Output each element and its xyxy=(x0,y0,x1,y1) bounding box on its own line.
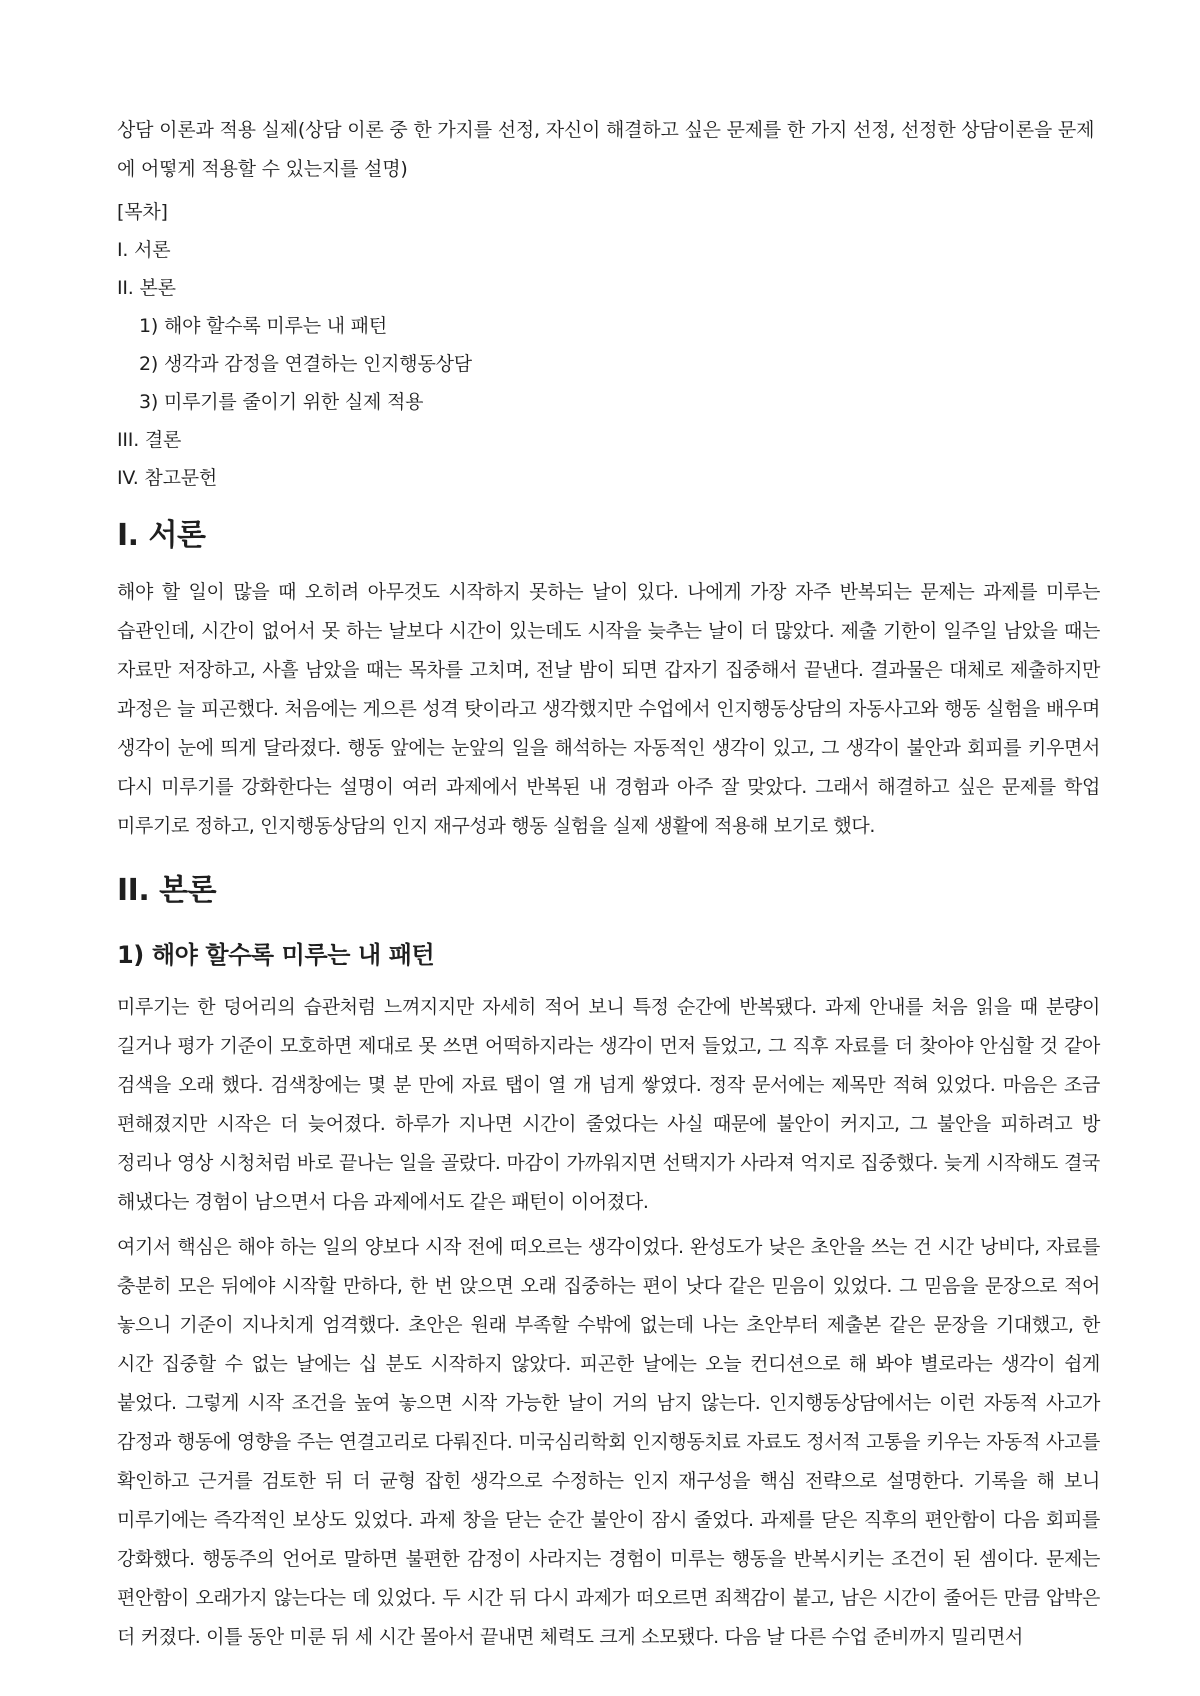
section-heading-intro: I. 서론 xyxy=(117,518,206,553)
toc-item-intro: I. 서론 xyxy=(117,239,171,261)
toc-item-body-2: 2) 생각과 감정을 연결하는 인지행동상담 xyxy=(139,353,472,375)
toc-item-body-1: 1) 해야 할수록 미루는 내 패턴 xyxy=(139,315,387,337)
assignment-title: 상담 이론과 적용 실제(상담 이론 중 한 가지를 선정, 자신이 해결하고 싶은 문제를 한 가지 선정, 선정한 상담이론을 문제에 어떻게 적용할 수 있는지를 설명) xyxy=(117,119,1095,180)
toc-item-conclusion: III. 결론 xyxy=(117,429,182,451)
subsection-1-paragraph-2: 여기서 핵심은 해야 하는 일의 양보다 시작 전에 떠오르는 생각이었다. 완성도가 낮은 초안을 쓰는 건 시간 낭비다, 자료를 충분히 모은 뒤에야 시작할 만하다, 한 번 앉으면 오래 집중하는 편이 낫다 같은 믿음이 있었다. 그 믿음을 문장으로 적어 놓으니 기준이 지나치게 엄격했다. 초안은 원래 부족할 수밖에 없는데 나는 초안부터 제출본 같은 문장을 기대했고, 한 시간 집중할 수 없는 날에는 십 분도 시작하지 않았다. 피곤한 날에는 오늘 컨디션으로 해 봐야 별로라는 생각이 쉽게 붙었다. 그렇게 시작 조건을 높여 놓으면 시작 가능한 날이 거의 남지 않는다. 인지행동상담에서는 이런 자동적 사고가 감정과 행동에 영향을 주는 연결고리로 다뤄진다. 미국심리학회 인지행동치료 자료도 정서적 고통을 키우는 자동적 사고를 확인하고 근거를 검토한 뒤 더 균형 잡힌 생각으로 수정하는 인지 재구성을 핵심 전략으로 설명한다. 기록을 해 보니 미루기에는 즉각적인 보상도 있었다. 과제 창을 닫는 순간 불안이 잠시 줄었다. 과제를 닫은 직후의 편안함이 다음 회피를 강화했다. 행동주의 언어로 말하면 불편한 감정이 사라지는 경험이 미루는 행동을 반복시키는 조건이 된 셈이다. 문제는 편안함이 오래가지 않는다는 데 있었다. 두 시간 뒤 다시 과제가 떠오르면 죄책감이 붙고, 남은 시간이 줄어든 만큼 압박은 더 커졌다. 이틀 동안 미룬 뒤 세 시간 몰아서 끝내면 체력도 크게 소모됐다. 다음 날 다른 수업 준비까지 밀리면서 xyxy=(117,1236,1100,1648)
section-heading-body: II. 본론 xyxy=(117,873,217,908)
toc-item-body: II. 본론 xyxy=(117,277,176,299)
subsection-1-paragraph-1: 미루기는 한 덩어리의 습관처럼 느껴지지만 자세히 적어 보니 특정 순간에 반복됐다. 과제 안내를 처음 읽을 때 분량이 길거나 평가 기준이 모호하면 제대로 못 쓰면 어떡하지라는 생각이 먼저 들었고, 그 직후 자료를 더 찾아야 안심할 것 같아 검색을 오래 했다. 검색창에는 몇 분 만에 자료 탭이 열 개 넘게 쌓였다. 정작 문서에는 제목만 적혀 있었다. 마음은 조금 편해졌지만 시작은 더 늦어졌다. 하루가 지나면 시간이 줄었다는 사실 때문에 불안이 커지고, 그 불안을 피하려고 방 정리나 영상 시청처럼 바로 끝나는 일을 골랐다. 마감이 가까워지면 선택지가 사라져 억지로 집중했다. 늦게 시작해도 결국 해냈다는 경험이 남으면서 다음 과제에서도 같은 패턴이 이어졌다. xyxy=(117,996,1100,1213)
table-of-contents xyxy=(117,193,1100,497)
toc-item-references: IV. 참고문헌 xyxy=(117,467,218,489)
toc-item-body-3: 3) 미루기를 줄이기 위한 실제 적용 xyxy=(139,391,424,413)
toc-heading: [목차] xyxy=(117,201,168,223)
intro-paragraph: 해야 할 일이 많을 때 오히려 아무것도 시작하지 못하는 날이 있다. 나에게 가장 자주 반복되는 문제는 과제를 미루는 습관인데, 시간이 없어서 못 하는 날보다 시간이 있는데도 시작을 늦추는 날이 더 많았다. 제출 기한이 일주일 남았을 때는 자료만 저장하고, 사흘 남았을 때는 목차를 고치며, 전날 밤이 되면 갑자기 집중해서 끝낸다. 결과물은 대체로 제출하지만 과정은 늘 피곤했다. 처음에는 게으른 성격 탓이라고 생각했지만 수업에서 인지행동상담의 자동사고와 행동 실험을 배우며 생각이 눈에 띄게 달라졌다. 행동 앞에는 눈앞의 일을 해석하는 자동적인 생각이 있고, 그 생각이 불안과 회피를 키우면서 다시 미루기를 강화한다는 설명이 여러 과제에서 반복된 내 경험과 아주 잘 맞았다. 그래서 해결하고 싶은 문제를 학업 미루기로 정하고, 인지행동상담의 인지 재구성과 행동 실험을 실제 생활에 적용해 보기로 했다. xyxy=(117,581,1100,837)
subsection-heading-1: 1) 해야 할수록 미루는 내 패턴 xyxy=(117,941,435,969)
